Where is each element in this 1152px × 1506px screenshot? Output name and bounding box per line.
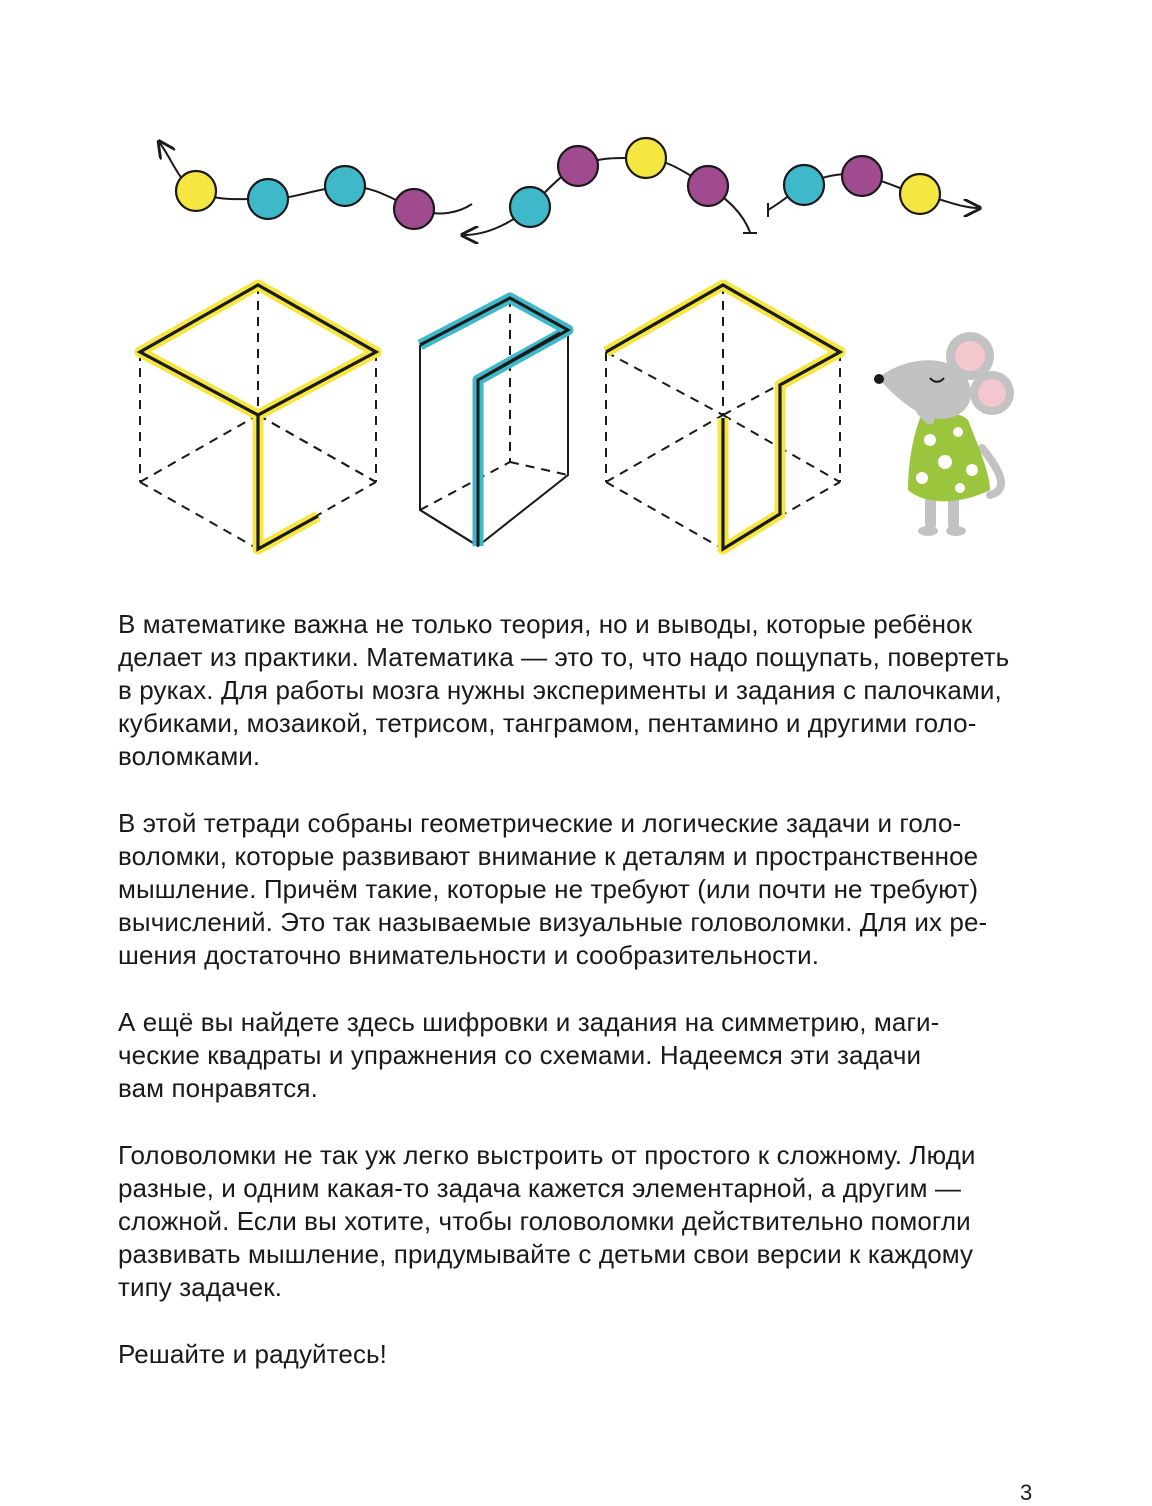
bead-chain-icon (160, 138, 978, 235)
text-line: кубиками, мозаикой, тетрисом, танграмом, пентамино и другими голо- (118, 708, 977, 738)
paragraph (118, 807, 1048, 972)
text-line: делает из практики. Математика — это то, что надо пощупать, повертеть (118, 642, 1010, 672)
paragraph (118, 1006, 1048, 1105)
text-line: сложной. Если вы хотите, чтобы головоломки действительно помогли (118, 1206, 971, 1236)
text-line: Головоломки не так уж легко выстроить от простого к сложному. Люди (118, 1140, 976, 1170)
text-line: Решайте и радуйтесь! (118, 1339, 388, 1369)
paragraph (118, 1139, 1048, 1304)
prism-path-icon (420, 298, 568, 546)
text-line: воломки, которые развивают внимание к деталям и пространственное (118, 841, 979, 871)
closing-line (118, 1338, 1048, 1371)
text-line: типу задачек. (118, 1272, 283, 1302)
text-line: воломками. (118, 741, 261, 771)
text-line: шения достаточно внимательности и сообразительности. (118, 940, 820, 970)
text-line: В этой тетради собраны геометрические и логические задачи и голо- (118, 808, 962, 838)
text-line: вам понравятся. (118, 1073, 318, 1103)
text-line: мышление. Причём такие, которые не требуют (или почти не требуют) (118, 874, 979, 904)
paragraph (118, 608, 1048, 773)
text-line: развивать мышление, придумывайте с детьми свои версии к каждому (118, 1239, 974, 1269)
text-line: в руках. Для работы мозга нужны эксперименты и задания с палочками, (118, 675, 1002, 705)
illustration (0, 0, 1152, 600)
page-number: 3 (1020, 1480, 1033, 1505)
text-line: разные, и одним какая-то задача кажется элементарной, а другим — (118, 1173, 961, 1203)
text-line: А ещё вы найдете здесь шифровки и задания на симметрию, маги- (118, 1007, 940, 1037)
mouse-icon (874, 332, 1014, 536)
text-line: ческие квадраты и упражнения со схемами. Надеемся эти задачи (118, 1040, 922, 1070)
cube-path-icon (140, 285, 376, 549)
body-text (118, 608, 1048, 1371)
text-line: вычислений. Это так называемые визуальные головоломки. Для их ре- (118, 907, 988, 937)
text-line: В математике важна не только теория, но и выводы, которые ребёнок (118, 609, 973, 639)
cube-path-icon (606, 285, 840, 549)
